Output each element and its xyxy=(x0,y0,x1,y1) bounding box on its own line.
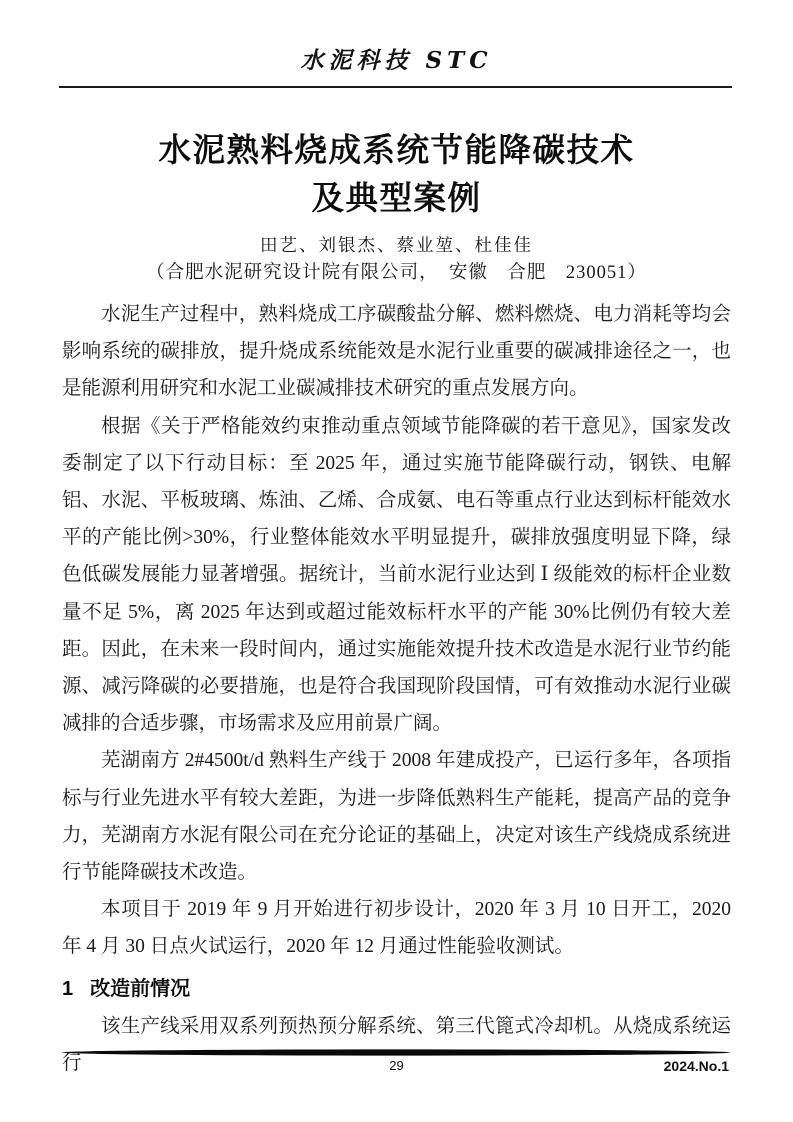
footer-rule xyxy=(61,1048,731,1057)
authors-line: 田艺、刘银杰、蔡业堃、杜佳佳 xyxy=(260,235,533,255)
article-title-line-2: 及典型案例 xyxy=(311,180,482,216)
page-number: 29 xyxy=(389,1058,404,1073)
section-1-title: 改造前情况 xyxy=(90,977,191,1000)
section-1-heading xyxy=(62,971,731,1007)
article-title-line-1: 水泥熟料烧成系统节能降碳技术 xyxy=(158,132,635,168)
article-body xyxy=(62,296,731,1082)
journal-name: 水泥科技 STC xyxy=(300,47,493,74)
paragraph-section1-1: 该生产线采用双系列预热预分解系统、第三代篦式冷却机。从烧成系统运行 xyxy=(62,1015,731,1074)
paragraph-intro-1: 水泥生产过程中，熟料烧成工序碳酸盐分解、燃料燃烧、电力消耗等均会影响系统的碳排放，提升烧成系统能效是水泥行业重要的碳减排途径之一，也是能源利用研究和水泥工业碳减排技术研究的重点发展方向。 xyxy=(62,304,731,400)
paragraph-intro-3: 芜湖南方 2#4500t/d 熟料生产线于 2008 年建成投产，已运行多年，各项指标与行业先进水平有较大差距，为进一步降低熟料生产能耗，提高产品的竞争力，芜湖南方水泥有限公司在充分论证的基础上，决定对该生产线烧成系统进行节能降碳技术改造。 xyxy=(62,750,731,884)
paragraph-intro-2: 根据《关于严格能效约束推动重点领域节能降碳的若干意见》，国家发改委制定了以下行动目标：至 2025 年，通过实施节能降碳行动，钢铁、电解铝、水泥、平板玻璃、炼油、乙烯、合成氨、电石等重点行业达到标杆能效水平的产能比例>30%，行业整体能效水平明显提升，碳排放强度明显下降，绿色低碳发展能力显著增强。据统计，当前水泥行业达到 Ⅰ 级能效的标杆企业数量不足 5%，离 2025 年达到或超过能效标杆水平的产能 30%比例仍有较大差距。因此，在未来一段时间内，通过实施能效提升技术改造是水泥行业节约能源、减污降碳的必要措施，也是符合我国现阶段国情，可有效推动水泥行业碳减排的合适步骤，市场需求及应用前景广阔。 xyxy=(62,415,731,735)
article-title xyxy=(0,126,793,222)
issue-label: 2024.No.1 xyxy=(663,1058,729,1074)
paragraph-intro-4: 本项目于 2019 年 9 月开始进行初步设计，2020 年 3 月 10 日开工，2020 年 4 月 30 日点火试运行，2020 年 12 月通过性能验收测试。 xyxy=(62,899,731,958)
affiliation-line: （合肥水泥研究设计院有限公司， 安徽 合肥 230051） xyxy=(146,263,647,283)
header-rule xyxy=(59,86,732,88)
section-1-number: 1 xyxy=(62,977,74,1000)
